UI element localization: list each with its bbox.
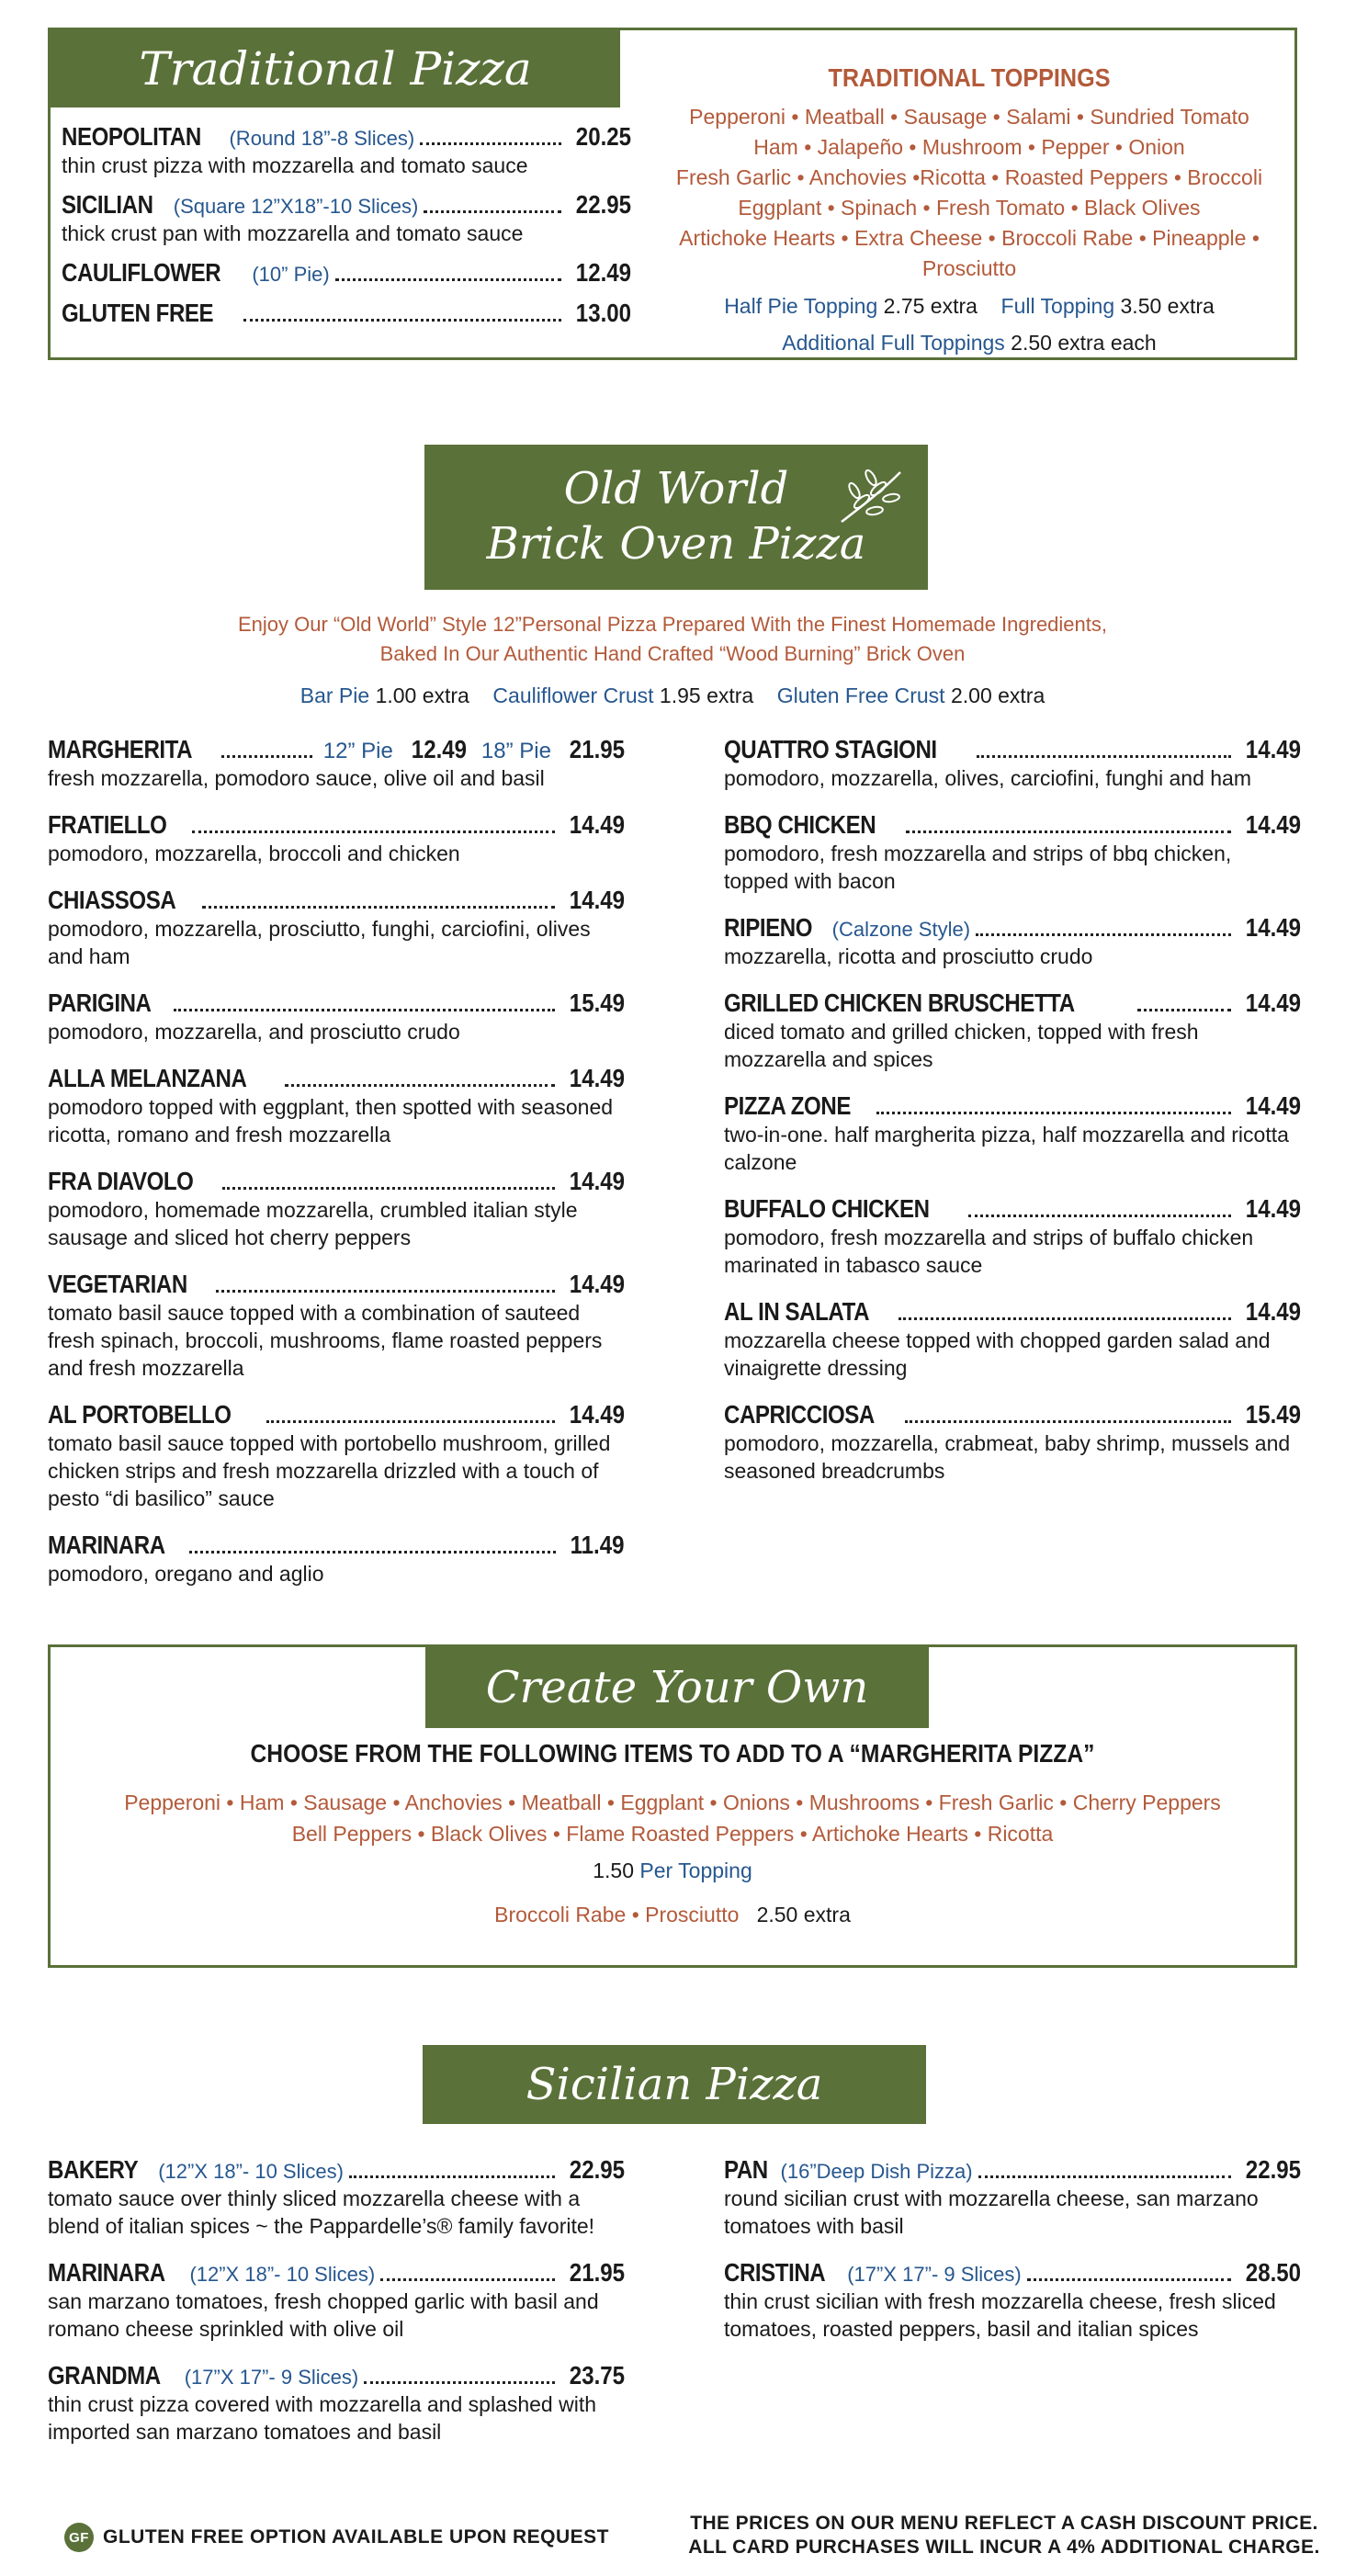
item-description: pomodoro, mozzarella, broccoli and chicken — [48, 842, 460, 865]
item-heading — [48, 989, 168, 1018]
item-description: tomato basil sauce topped with portobello mushroom, grilled chicken strips and fresh mozzarella drizzled with a touch of pesto “di basilico” sauce — [48, 1431, 611, 1510]
item-name: PARIGINA — [48, 989, 152, 1017]
item-heading — [62, 258, 330, 288]
cash-discount-line: THE PRICES ON OUR MENU REFLECT A CASH DISCOUNT PRICE. — [690, 2513, 1318, 2534]
menu-item — [62, 299, 631, 328]
item-heading — [724, 989, 1132, 1018]
dot-leader — [977, 755, 1231, 758]
dot-leader — [222, 1187, 555, 1190]
item-price: 14.49 — [569, 1064, 625, 1092]
item-description: thin crust sicilian with fresh mozzarella cheese, fresh sliced tomatoes, roasted peppers, basil and italian spices — [724, 2289, 1276, 2341]
premium-toppings-items: Broccoli Rabe • Prosciutto — [494, 1903, 740, 1926]
item-name: GLUTEN FREE — [62, 299, 214, 327]
item-price: 12.49 — [575, 258, 631, 287]
full-topping-label: Full Topping — [1000, 294, 1115, 318]
item-price: 11.49 — [571, 1531, 625, 1559]
menu-item — [48, 2258, 625, 2343]
olive-branch-icon — [834, 465, 908, 529]
per-topping-price — [51, 1859, 1294, 1883]
traditional-pizza-banner — [51, 30, 620, 107]
dot-leader — [1137, 1009, 1231, 1011]
menu-item — [62, 190, 631, 247]
dot-leader — [349, 2175, 555, 2178]
item-price: 15.49 — [1245, 1400, 1301, 1429]
traditional-pizza-section — [48, 28, 1297, 360]
menu-item — [48, 1167, 625, 1251]
item-price: 20.25 — [575, 122, 631, 151]
gluten-free-text: GLUTEN FREE OPTION AVAILABLE UPON REQUEST — [103, 2526, 609, 2548]
item-heading — [48, 1400, 261, 1429]
item-size: (16”Deep Dish Pizza) — [780, 2160, 973, 2183]
item-name: BBQ CHICKEN — [724, 810, 876, 839]
item-description: two-in-one. half margherita pizza, half mozzarella and ricotta calzone — [724, 1123, 1289, 1174]
premium-toppings-price: 2.50 extra — [756, 1903, 851, 1926]
menu-item — [62, 122, 631, 179]
item-price: 28.50 — [1245, 2258, 1301, 2287]
item-name: PAN — [724, 2155, 768, 2184]
item-description: pomodoro, fresh mozzarella and strips of buffalo chicken marinated in tabasco sauce — [724, 1226, 1254, 1277]
gluten-free-crust-price: 2.00 extra — [950, 684, 1045, 707]
item-description: pomodoro topped with eggplant, then spotted with seasoned ricotta, romano and fresh mozzarella — [48, 1095, 614, 1147]
create-your-own-title: Create Your Own — [485, 1662, 869, 1713]
item-price: 13.00 — [575, 299, 631, 327]
item-name: GRILLED CHICKEN BRUSCHETTA — [724, 989, 1075, 1017]
dot-leader — [899, 1317, 1231, 1320]
menu-item — [62, 258, 631, 288]
item-price: 21.95 — [569, 2258, 625, 2287]
item-description: thin crust pizza covered with mozzarella and splashed with imported san marzano tomatoes and basil — [48, 2392, 597, 2444]
item-name: MARGHERITA — [48, 735, 193, 763]
item-price: 14.49 — [1245, 913, 1301, 942]
item-name: FRATIELLO — [48, 810, 167, 839]
sicilian-pizza-title: Sicilian Pizza — [526, 2059, 823, 2110]
item-name: RIPIENO — [724, 913, 813, 942]
menu-item — [48, 1270, 625, 1382]
item-name: SICILIAN — [62, 190, 153, 219]
item-description: pomodoro, fresh mozzarella and strips of bbq chicken, topped with bacon — [724, 842, 1232, 893]
dot-leader — [968, 1215, 1231, 1217]
menu-item — [48, 1400, 625, 1512]
cash-discount-line: ALL CARD PURCHASES WILL INCUR A 4% ADDITIONAL CHARGE. — [688, 2536, 1320, 2558]
dot-leader — [192, 830, 555, 833]
item-description: mozzarella, ricotta and prosciutto crudo — [724, 944, 1093, 968]
half-topping-label: Half Pie Topping — [724, 294, 878, 318]
menu-item — [724, 1297, 1301, 1382]
per-topping-label: Per Topping — [639, 1859, 752, 1882]
old-world-title-line1: Old World — [563, 463, 789, 514]
item-heading — [724, 1194, 963, 1224]
dot-leader — [978, 2175, 1231, 2178]
gluten-free-notice — [64, 2523, 609, 2552]
cauliflower-crust-label: Cauliflower Crust — [492, 684, 654, 707]
dot-leader — [380, 2278, 555, 2281]
item-name: CHIASSOSA — [48, 886, 176, 914]
old-world-left-column — [48, 735, 625, 1606]
bar-pie-price: 1.00 extra — [375, 684, 469, 707]
dot-leader — [189, 1551, 556, 1554]
dot-leader — [1027, 2278, 1231, 2281]
item-description: pomodoro, homemade mozzarella, crumbled italian style sausage and sliced hot cherry peppers — [48, 1198, 578, 1249]
item-name: NEOPOLITAN — [62, 122, 201, 151]
item-size: (12”X 18”- 10 Slices) — [158, 2160, 344, 2183]
item-size: (10” Pie) — [252, 263, 330, 286]
dot-leader — [202, 906, 555, 909]
sicilian-pizza-banner — [423, 2045, 926, 2124]
dot-leader — [906, 830, 1231, 833]
item-name: QUATTRO STAGIONI — [724, 735, 937, 763]
item-size: (17”X 17”- 9 Slices) — [847, 2263, 1022, 2286]
menu-item — [724, 2258, 1301, 2343]
item-price: 14.49 — [1245, 989, 1301, 1017]
item-size: 12” Pie — [322, 739, 393, 763]
topping-prices — [657, 288, 1282, 324]
item-size: (Calzone Style) — [831, 918, 971, 941]
item-name: CAPRICCIOSA — [724, 1400, 875, 1429]
item-description: tomato sauce over thinly sliced mozzarella cheese with a blend of italian spices ~ the Pappardelle’s® family favorite! — [48, 2186, 595, 2238]
item-price: 14.49 — [569, 1400, 625, 1429]
item-price: 14.49 — [569, 886, 625, 914]
item-name: VEGETARIAN — [48, 1270, 187, 1298]
item-description: thin crust pizza with mozzarella and tomato sauce — [62, 153, 528, 177]
sicilian-left-column — [48, 2155, 625, 2464]
item-name: PIZZA ZONE — [724, 1091, 851, 1120]
cauliflower-crust-price: 1.95 extra — [659, 684, 754, 707]
item-name: CRISTINA — [724, 2258, 826, 2287]
item-price: 14.49 — [1245, 1194, 1301, 1223]
dot-leader — [364, 2381, 555, 2384]
item-price: 22.95 — [569, 2155, 625, 2184]
menu-item — [48, 886, 625, 970]
dot-leader — [876, 1112, 1231, 1114]
item-heading — [724, 2155, 973, 2185]
item-heading — [62, 299, 238, 328]
item-name: MARINARA — [48, 1531, 165, 1559]
item-heading — [724, 2258, 1022, 2288]
dot-leader — [216, 1290, 555, 1293]
old-world-extras — [48, 684, 1297, 708]
dot-leader — [420, 142, 561, 145]
half-topping-price: 2.75 extra — [883, 294, 978, 318]
item-description: mozzarella cheese topped with chopped garden salad and vinaigrette dressing — [724, 1328, 1271, 1380]
item-heading — [48, 2258, 375, 2288]
toppings-line: Artichoke Hearts • Extra Cheese • Broccoli Rabe • Pineapple • Prosciutto — [679, 226, 1260, 280]
item-price: 15.49 — [569, 989, 625, 1017]
item-heading — [62, 122, 414, 152]
item-description: pomodoro, mozzarella, crabmeat, baby shrimp, mussels and seasoned breadcrumbs — [724, 1431, 1291, 1483]
item-price: 14.49 — [1245, 735, 1301, 763]
menu-item — [724, 2155, 1301, 2240]
dot-leader — [335, 278, 561, 281]
menu-item — [724, 1091, 1301, 1176]
toppings-line: Fresh Garlic • Anchovies •Ricotta • Roasted Peppers • Broccoli — [675, 165, 1263, 189]
item-price: 14.49 — [569, 1167, 625, 1195]
item-heading — [48, 2361, 358, 2390]
old-world-left-list — [48, 810, 625, 1587]
dot-leader — [905, 1420, 1231, 1423]
item-name: AL IN SALATA — [724, 1297, 870, 1326]
dot-leader — [221, 755, 312, 758]
dot-leader — [424, 210, 561, 213]
create-your-own-banner — [425, 1647, 929, 1728]
per-topping-amount: 1.50 — [593, 1859, 635, 1882]
dot-leader — [243, 319, 561, 322]
old-world-right-column — [724, 735, 1301, 1503]
menu-item — [48, 2361, 625, 2446]
item-price: 12.49 — [411, 735, 467, 763]
intro-line: Enjoy Our “Old World” Style 12”Personal Pizza Prepared With the Finest Homemade Ingredients, — [238, 613, 1107, 636]
item-description: thick crust pan with mozzarella and tomato sauce — [62, 221, 524, 245]
item-heading — [48, 2155, 344, 2185]
item-price: 14.49 — [1245, 1091, 1301, 1120]
additional-toppings-price: 2.50 extra each — [1011, 331, 1157, 355]
item-description: pomodoro, oregano and aglio — [48, 1562, 324, 1586]
additional-toppings-label: Additional Full Toppings — [782, 331, 1005, 355]
old-world-intro — [48, 610, 1297, 669]
dot-leader — [285, 1084, 555, 1087]
menu-item — [48, 989, 625, 1045]
item-name: AL PORTOBELLO — [48, 1400, 232, 1429]
item-name: FRA DIAVOLO — [48, 1167, 194, 1195]
toppings-line: Pepperoni • Ham • Sausage • Anchovies • Meatball • Eggplant • Onions • Mushrooms • Fresh Garlic • Cherry Peppers — [124, 1791, 1221, 1814]
premium-toppings — [51, 1903, 1294, 1927]
item-heading — [48, 886, 197, 915]
item-heading — [62, 190, 418, 220]
item-heading — [724, 913, 970, 943]
item-price: 21.95 — [569, 735, 625, 763]
item-heading — [724, 1297, 893, 1327]
item-price: 14.49 — [1245, 1297, 1301, 1326]
item-name: MARINARA — [48, 2258, 165, 2287]
item-description: pomodoro, mozzarella, and prosciutto crudo — [48, 1020, 460, 1044]
menu-item — [724, 989, 1301, 1073]
bar-pie-label: Bar Pie — [300, 684, 370, 707]
item-description: round sicilian crust with mozzarella cheese, san marzano tomatoes with basil — [724, 2186, 1259, 2238]
menu-item — [724, 735, 1301, 792]
item-price: 14.49 — [1245, 810, 1301, 839]
item-size: (17”X 17”- 9 Slices) — [184, 2366, 359, 2389]
item-size: (12”X 18”- 10 Slices) — [189, 2263, 376, 2286]
create-your-own-section — [48, 1644, 1297, 1968]
dot-leader — [266, 1420, 555, 1423]
menu-item — [724, 913, 1301, 970]
toppings-title: TRADITIONAL TOPPINGS — [828, 63, 1111, 92]
menu-item — [48, 1064, 625, 1148]
item-heading — [724, 1091, 871, 1121]
gluten-free-icon: GF — [64, 2523, 94, 2552]
item-heading — [48, 810, 186, 840]
dot-leader — [174, 1009, 555, 1011]
menu-item — [724, 1400, 1301, 1485]
traditional-pizza-list — [62, 122, 631, 339]
old-world-title-line2: Brick Oven Pizza — [486, 518, 866, 570]
item-heading — [724, 1400, 899, 1429]
item-heading — [48, 1167, 217, 1196]
item-description: fresh mozzarella, pomodoro sauce, olive oil and basil — [48, 766, 545, 790]
intro-line: Baked In Our Authentic Hand Crafted “Wood Burning” Brick Oven — [379, 642, 966, 665]
item-description: tomato basil sauce topped with a combination of sauteed fresh spinach, broccoli, mushrooms, flame roasted peppers and fresh mozzarella — [48, 1301, 603, 1380]
item-heading — [48, 1531, 184, 1560]
item-name: BUFFALO CHICKEN — [724, 1194, 930, 1223]
toppings-line: Ham • Jalapeño • Mushroom • Pepper • Onion — [753, 135, 1185, 159]
gluten-free-crust-label: Gluten Free Crust — [776, 684, 945, 707]
item-price: 22.95 — [1245, 2155, 1301, 2184]
menu-item — [724, 810, 1301, 895]
item-heading — [48, 1064, 279, 1093]
toppings-line: Eggplant • Spinach • Fresh Tomato • Black Olives — [738, 196, 1201, 220]
item-price: 23.75 — [569, 2361, 625, 2390]
item-price: 14.49 — [569, 1270, 625, 1298]
item-description: pomodoro, mozzarella, prosciutto, funghi, carciofini, olives and ham — [48, 917, 591, 968]
sicilian-right-column — [724, 2155, 1301, 2361]
item-heading — [724, 810, 900, 840]
item-name: CAULIFLOWER — [62, 258, 221, 287]
item-price: 22.95 — [575, 190, 631, 219]
item-name: ALLA MELANZANA — [48, 1064, 247, 1092]
full-topping-price: 3.50 extra — [1120, 294, 1215, 318]
menu-item — [724, 1194, 1301, 1279]
old-world-banner — [424, 445, 928, 590]
menu-item — [48, 1531, 625, 1587]
dot-leader — [976, 933, 1231, 936]
traditional-pizza-title: Traditional Pizza — [139, 42, 532, 96]
item-heading — [724, 735, 971, 764]
item-description: san marzano tomatoes, fresh chopped garlic with basil and romano cheese sprinkled with olive oil — [48, 2289, 599, 2341]
item-description: diced tomato and grilled chicken, topped with fresh mozzarella and spices — [724, 1020, 1199, 1071]
cash-discount-notice — [680, 2512, 1328, 2559]
item-name: BAKERY — [48, 2155, 139, 2184]
toppings-line: Bell Peppers • Black Olives • Flame Roasted Peppers • Artichoke Hearts • Ricotta — [291, 1822, 1054, 1846]
item-size: 18” Pie — [480, 739, 551, 763]
item-description: pomodoro, mozzarella, olives, carciofini, funghi and ham — [724, 766, 1252, 790]
item-size: (Round 18”-8 Slices) — [229, 127, 415, 150]
menu-item — [48, 810, 625, 867]
create-your-own-toppings — [51, 1787, 1294, 1849]
additional-toppings — [657, 324, 1282, 361]
toppings-line: Pepperoni • Meatball • Sausage • Salami • Sundried Tomato — [689, 105, 1249, 129]
item-heading — [48, 1270, 210, 1299]
create-your-own-instruction: CHOOSE FROM THE FOLLOWING ITEMS TO ADD TO A “MARGHERITA PIZZA” — [250, 1739, 1095, 1768]
item-price: 14.49 — [569, 810, 625, 839]
menu-item-margherita — [48, 735, 625, 792]
traditional-toppings — [657, 63, 1282, 361]
item-size: (Square 12”X18”-10 Slices) — [173, 195, 419, 218]
menu-item — [48, 2155, 625, 2240]
item-name: GRANDMA — [48, 2361, 161, 2390]
